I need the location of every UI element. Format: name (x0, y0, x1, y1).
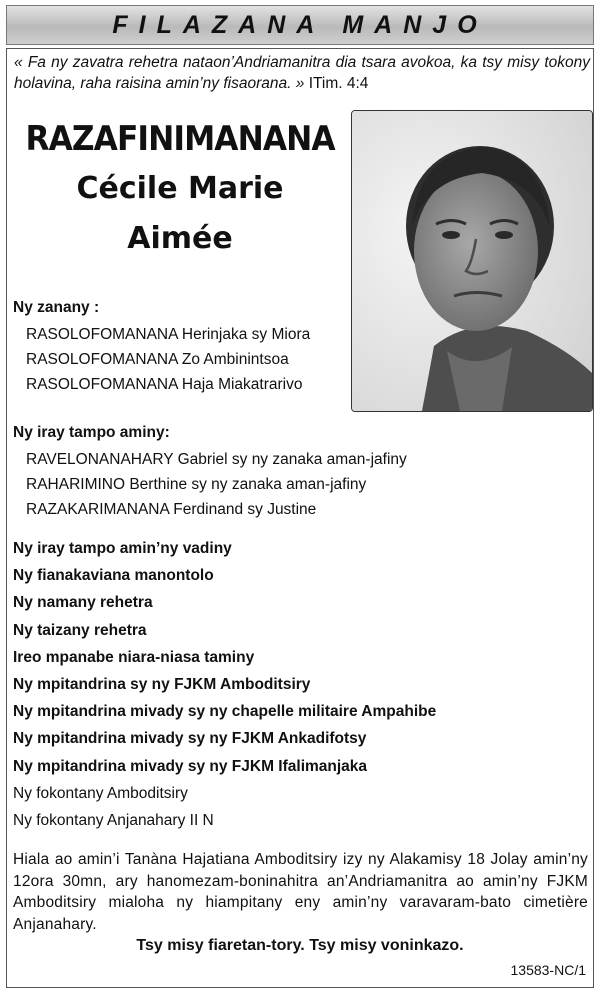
sibling-name: RAHARIMINO Berthine sy ny zanaka aman-jafiny (26, 476, 367, 493)
portrait-illustration (352, 111, 592, 411)
notice-header (6, 5, 594, 45)
siblings-heading: Ny iray tampo aminy: (13, 424, 170, 441)
announcer-item: Ny iray tampo amin’ny vadiny (13, 540, 232, 557)
children-heading: Ny zanany : (13, 299, 100, 316)
closing-note: Tsy misy fiaretan-tory. Tsy misy voninkazo. (136, 937, 464, 954)
portrait-photo (351, 110, 593, 412)
announcer-item: Ny fianakaviana manontolo (13, 567, 214, 585)
deceased-given-name-1: Cécile Marie (76, 171, 284, 206)
burial-details: Hiala ao amin’i Tanàna Hajatiana Amboditsiry izy ny Alakamisy 18 Jolay amin’ny 12ora 30mn, ary hanomezam-boninahitra an’Andriamanitra ao amin’ny FJKM Amboditsiry mialoha ny hiampitany eny amin’ny varavaram-bato cimetière Anjanahary. (13, 851, 588, 933)
announcer-item: Ny fokontany Anjanahary II N (13, 812, 214, 830)
announcer-item: Ny fokontany Amboditsiry (13, 784, 188, 802)
sibling-name: RAZAKARIMANANA Ferdinand sy Justine (26, 501, 317, 518)
quote-text: « Fa ny zavatra rehetra nataon’Andriamanitra dia tsara avokoa, ka tsy misy tokony holavina, raha raisina amin’ny fisaorana. » (14, 54, 590, 92)
deceased-name (12, 114, 348, 264)
siblings-section (13, 421, 407, 522)
bible-quote (14, 52, 590, 94)
deceased-surname: RAZAFINIMANANA (25, 119, 335, 159)
announcer-item: Ireo mpanabe niara-niasa taminy (13, 648, 255, 666)
children-section (13, 296, 310, 397)
announcer-item: Ny taizany rehetra (13, 621, 147, 639)
announcer-item: Ny namany rehetra (13, 594, 153, 612)
child-name: RASOLOFOMANANA Herinjaka sy Miora (26, 326, 311, 343)
child-name: RASOLOFOMANANA Zo Ambinintsoa (26, 351, 289, 368)
announcer-item: Ny mpitandrina mivady sy ny FJKM Ankadifotsy (13, 730, 367, 748)
deceased-given-name-2: Aimée (127, 221, 233, 256)
sibling-name: RAVELONANAHARY Gabriel sy ny zanaka aman-jafiny (26, 451, 407, 468)
announcer-item: Ny mpitandrina sy ny FJKM Amboditsiry (13, 676, 311, 694)
child-name: RASOLOFOMANANA Haja Miakatrarivo (26, 376, 303, 393)
reference-code: 13583-NC/1 (510, 962, 586, 978)
quote-reference: ITim. 4:4 (308, 75, 369, 92)
announcers-list (13, 535, 436, 834)
announcer-item: Ny mpitandrina mivady sy ny FJKM Ifalimanjaka (13, 757, 368, 775)
announcer-item: Ny mpitandrina mivady sy ny chapelle militaire Ampahibe (13, 703, 437, 721)
notice-title: FILAZANA MANJO (112, 10, 488, 39)
